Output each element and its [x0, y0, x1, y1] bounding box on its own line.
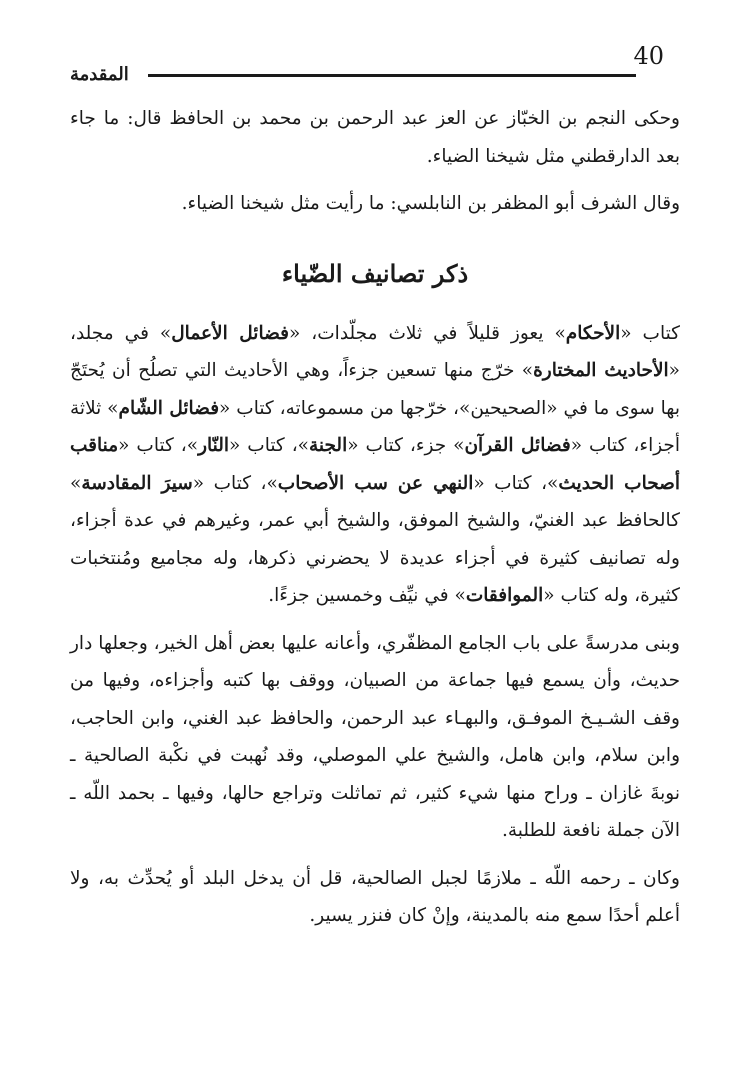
text-run: » خرّج منها تسعين جزءاً، وهي الأحاديث التي تصلُح أن يُحتَجّ بها سوى ما في «الصحيحين»، خرّجها من مسموعاته، كتاب «	[70, 360, 680, 419]
text-run: »، كتاب «	[473, 472, 559, 494]
section-title: ذكر تصانيف الضّياء	[281, 258, 469, 288]
paragraph-2: وقال الشرف أبو المظفر بن النابلسي: ما رأيت مثل شيخنا الضياء.	[181, 193, 680, 214]
text-run: »، كتاب «	[229, 435, 309, 456]
header-rule	[148, 74, 636, 77]
page-content	[70, 100, 680, 935]
text-run: كتاب «	[620, 322, 680, 344]
book-title: الأحاديث المختارة	[533, 360, 669, 381]
text-run: » في مجلد، «	[70, 322, 680, 381]
text-run: » جزء، كتاب «	[347, 435, 465, 456]
book-title: فضائل الأعمال	[171, 322, 289, 344]
book-title: فضائل القرآن	[464, 435, 571, 456]
paragraph-madrasa: وبنى مدرسةً على باب الجامع المظفّري، وأعانه عليها بعض أهل الخير، وجعلها دار حديث، وأن يسمع فيها جماعة من الصبيان، ووقف بها كتبه وأجزاءه، وفيها من وقف الشـيـخ الموفـق، والبهـاء عبد الرحمن، والحافظ عبد الغني، وابن الحاجب، وابن سلام، وابن هامل، والشيخ علي الموصلي، وقد نُهبت في نكْبة الصالحية ـ نوبةَ غازان ـ وراح منها شيء كثير، ثم تماثلت وتراجع حالها، وفيها ـ بحمد اللّه ـ الآن جملة نافعة للطلبة.	[70, 632, 680, 841]
running-head: المقدمة	[70, 64, 129, 85]
book-title: الموافقات	[465, 585, 544, 606]
book-title: الأحكام	[565, 322, 621, 344]
text-run: »، كتاب «	[192, 472, 278, 494]
book-title: الجنة	[308, 435, 348, 456]
book-title: النّار	[198, 435, 230, 456]
book-title: النهي عن سب الأصحاب	[277, 472, 474, 494]
page-header	[70, 38, 680, 86]
text-run: » يعوز قليلاً في ثلاث مجلّدات، «	[288, 322, 566, 344]
paragraph-1: وحكى النجم بن الخبّاز عن العز عبد الرحمن بن محمد بن الحافظ قال: ما جاء بعد الدارقطني مثل شيخنا الضياء.	[70, 108, 680, 167]
paragraph-works	[70, 315, 680, 615]
paragraph-salihiyya: وكان ـ رحمه اللّه ـ ملازمًا لجبل الصالحية، قل أن يدخل البلد أو يُحدِّث به، ولا أعلم أحدًا سمع منه بالمدينة، وإنْ كان فنزر يسير.	[70, 867, 680, 926]
book-title: فضائل الشّام	[118, 397, 220, 419]
book-title: مناقب أصحاب الحديث	[70, 435, 680, 494]
text-run: » ثلاثة أجزاء، كتاب «	[70, 397, 680, 456]
text-run: »، كتاب «	[118, 435, 199, 456]
text-run: » في نيِّف وخمسين جزءًا.	[268, 585, 466, 606]
page-number: 40	[633, 42, 664, 70]
text-run: » كالحافظ عبد الغنيّ، والشيخ الموفق، والشيخ أبي عمر، وغيرهم في عدة أجزاء، وله تصانيف كثيرة في أجزاء عديدة لا يحضرني ذكرها، وله مجاميع ومُنتخبات كثيرة، وله كتاب «	[70, 472, 680, 606]
book-title: سيرَ المقادسة	[81, 472, 193, 494]
